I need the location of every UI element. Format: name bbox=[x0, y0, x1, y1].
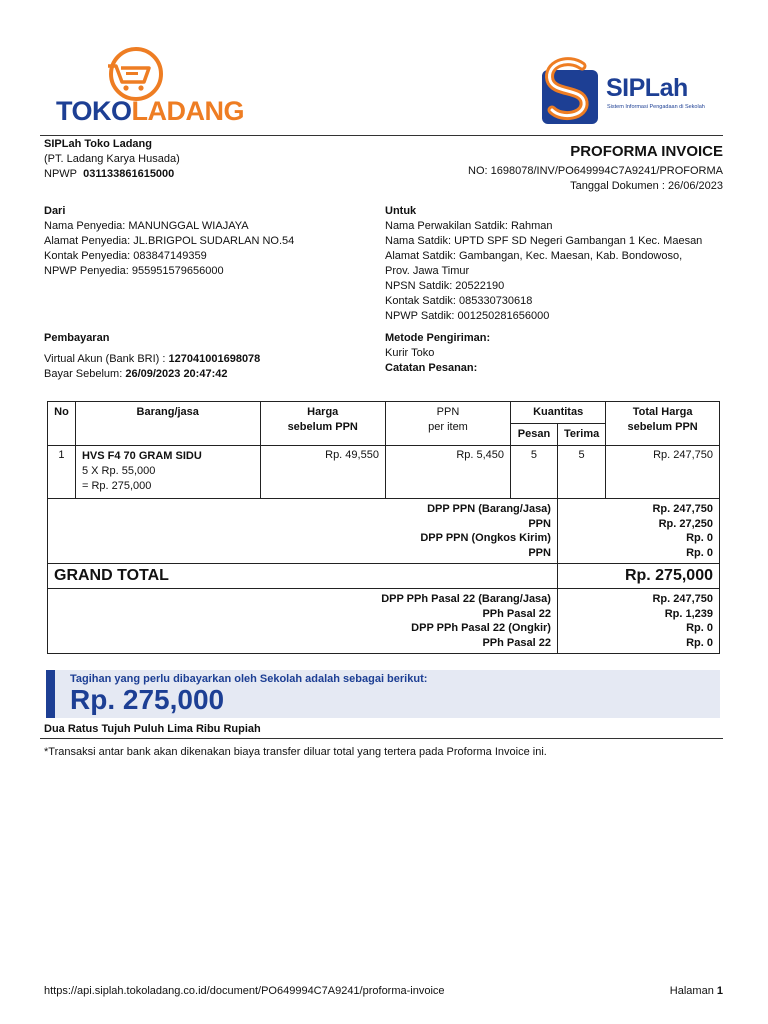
virtual-account-line bbox=[44, 352, 260, 367]
col-header-ppn bbox=[385, 402, 510, 446]
pph-summary-values bbox=[557, 589, 719, 654]
to-line: Nama Perwakilan Satdik: Rahman bbox=[385, 220, 553, 232]
summary-value: Rp. 247,750 bbox=[652, 503, 713, 515]
col-header-no: No bbox=[48, 402, 76, 446]
from-line: Nama Penyedia: MANUNGGAL WIAJAYA bbox=[44, 220, 249, 232]
col-header-ppn-line1: PPN bbox=[436, 406, 460, 418]
summary-label: PPN bbox=[528, 517, 551, 530]
to-line: NPWP Satdik: 001250281656000 bbox=[385, 310, 550, 322]
footer-url[interactable]: https://api.siplah.tokoladang.co.id/document/PO649994C7A9241/proforma-invoice bbox=[44, 985, 445, 997]
seller-company: (PT. Ladang Karya Husada) bbox=[44, 153, 180, 165]
summary-label: DPP PPh Pasal 22 (Barang/Jasa) bbox=[381, 593, 551, 605]
grand-total-label: GRAND TOTAL bbox=[48, 564, 558, 589]
col-header-price-line1: Harga bbox=[307, 406, 339, 418]
document-date: Tanggal Dokumen : 26/06/2023 bbox=[570, 180, 723, 192]
to-heading: Untuk bbox=[385, 205, 417, 217]
from-line: Alamat Penyedia: JL.BRIGPOL SUDARLAN NO.54 bbox=[44, 235, 295, 247]
to-line: Prov. Jawa Timur bbox=[385, 265, 470, 277]
page-label: Halaman bbox=[669, 985, 717, 997]
col-header-price bbox=[260, 402, 385, 446]
col-header-qty-order: Pesan bbox=[511, 424, 558, 446]
document-info bbox=[468, 143, 723, 194]
siplah-tagline: Sistem Informasi Pengadaan di Sekolah bbox=[607, 104, 705, 110]
summary-label: PPh Pasal 22 bbox=[482, 607, 551, 620]
col-header-total bbox=[606, 402, 720, 446]
row-item bbox=[75, 446, 260, 499]
from-section bbox=[44, 204, 294, 279]
grand-total-value: Rp. 275,000 bbox=[557, 564, 719, 589]
summary-value: Rp. 0 bbox=[686, 636, 713, 649]
ppn-summary-values bbox=[557, 499, 719, 564]
due-date-label: Bayar Sebelum: bbox=[44, 368, 126, 380]
shipping-method: Kurir Toko bbox=[385, 347, 435, 359]
seller-npwp: 031133861615000 bbox=[83, 168, 175, 180]
from-heading: Dari bbox=[44, 205, 66, 217]
page-indicator bbox=[670, 985, 723, 997]
words-divider bbox=[40, 738, 723, 739]
to-line: Nama Satdik: UPTD SPF SD Negeri Gambangan 1 Kec. Maesan bbox=[385, 235, 703, 247]
summary-label: PPh Pasal 22 bbox=[482, 636, 551, 649]
seller-npwp-line bbox=[44, 167, 180, 182]
table-row bbox=[48, 446, 720, 499]
row-item-detail: = Rp. 275,000 bbox=[81, 480, 152, 492]
virtual-account-number: 127041001698078 bbox=[168, 353, 261, 365]
summary-value: Rp. 0 bbox=[686, 532, 713, 544]
row-item-name: HVS F4 70 GRAM SIDU bbox=[81, 450, 202, 462]
summary-value: Rp. 0 bbox=[686, 546, 713, 559]
to-line: NPSN Satdik: 20522190 bbox=[385, 280, 505, 292]
from-line: Kontak Penyedia: 083847149359 bbox=[44, 250, 207, 262]
ppn-summary-row bbox=[48, 499, 720, 564]
row-price: Rp. 49,550 bbox=[260, 446, 385, 499]
col-header-price-line2: sebelum PPN bbox=[287, 421, 358, 433]
document-number: NO: 1698078/INV/PO649994C7A9241/PROFORMA bbox=[468, 165, 723, 177]
row-ppn: Rp. 5,450 bbox=[385, 446, 510, 499]
billing-label: Tagihan yang perlu dibayarkan oleh Sekolah adalah sebagai berikut: bbox=[70, 673, 428, 685]
siplah-name: SIPLah bbox=[606, 74, 688, 102]
summary-value: Rp. 1,239 bbox=[664, 607, 713, 620]
billing-callout bbox=[46, 670, 720, 718]
row-item-detail: 5 X Rp. 55,000 bbox=[81, 465, 156, 477]
virtual-account-label: Virtual Akun (Bank BRI) : bbox=[44, 353, 169, 365]
siplah-logo bbox=[538, 56, 728, 128]
seller-npwp-label: NPWP bbox=[44, 168, 77, 180]
ppn-summary-labels bbox=[48, 499, 558, 564]
billing-amount: Rp. 275,000 bbox=[70, 684, 225, 715]
document-title: PROFORMA INVOICE bbox=[570, 143, 723, 160]
col-header-qty: Kuantitas bbox=[511, 402, 606, 424]
row-total: Rp. 247,750 bbox=[606, 446, 720, 499]
payment-section bbox=[44, 331, 260, 382]
order-notes-heading: Catatan Pesanan: bbox=[385, 362, 478, 374]
to-section bbox=[385, 204, 702, 324]
grand-total-row bbox=[48, 564, 720, 589]
page-number: 1 bbox=[716, 985, 723, 997]
due-date-value: 26/09/2023 20:47:42 bbox=[125, 368, 228, 380]
col-header-item: Barang/jasa bbox=[75, 402, 260, 446]
col-header-total-line1: Total Harga bbox=[632, 406, 693, 418]
amount-in-words: Dua Ratus Tujuh Puluh Lima Ribu Rupiah bbox=[44, 723, 261, 735]
summary-label: PPN bbox=[528, 546, 551, 559]
pph-summary-row bbox=[48, 589, 720, 654]
tokoladang-logo bbox=[40, 46, 245, 128]
to-line: Alamat Satdik: Gambangan, Kec. Maesan, Kab. Bondowoso, bbox=[385, 250, 683, 262]
payment-heading: Pembayaran bbox=[44, 332, 110, 344]
col-header-total-line2: sebelum PPN bbox=[627, 421, 698, 433]
transfer-note: *Transaksi antar bank akan dikenakan biaya transfer diluar total yang tertera pada Proforma Invoice ini. bbox=[44, 746, 547, 758]
summary-label: DPP PPh Pasal 22 (Ongkir) bbox=[411, 622, 551, 634]
from-line: NPWP Penyedia: 955951579656000 bbox=[44, 265, 224, 277]
shipping-section bbox=[385, 331, 490, 376]
col-header-qty-received: Terima bbox=[557, 424, 605, 446]
summary-value: Rp. 27,250 bbox=[658, 517, 713, 530]
row-qty-received: 5 bbox=[557, 446, 605, 499]
summary-label: DPP PPN (Barang/Jasa) bbox=[427, 503, 551, 515]
callout-accent-bar bbox=[46, 670, 55, 718]
row-no: 1 bbox=[48, 446, 76, 499]
siplah-emblem-icon bbox=[538, 56, 604, 126]
invoice-table bbox=[47, 401, 720, 654]
table-header-row bbox=[48, 402, 720, 424]
row-qty-order: 5 bbox=[511, 446, 558, 499]
brand-part-ladang: LADANG bbox=[131, 96, 245, 126]
header-divider bbox=[40, 135, 723, 136]
brand-part-toko: TOKO bbox=[56, 96, 132, 126]
seller-header bbox=[44, 137, 180, 182]
shipping-heading: Metode Pengiriman: bbox=[385, 332, 491, 344]
summary-value: Rp. 0 bbox=[686, 622, 713, 634]
summary-value: Rp. 247,750 bbox=[652, 593, 713, 605]
summary-label: DPP PPN (Ongkos Kirim) bbox=[420, 532, 551, 544]
due-date-line bbox=[44, 367, 260, 382]
pph-summary-labels bbox=[48, 589, 558, 654]
col-header-ppn-line2: per item bbox=[428, 421, 468, 433]
seller-name: SIPLah Toko Ladang bbox=[44, 138, 152, 150]
to-line: Kontak Satdik: 085330730618 bbox=[385, 295, 533, 307]
